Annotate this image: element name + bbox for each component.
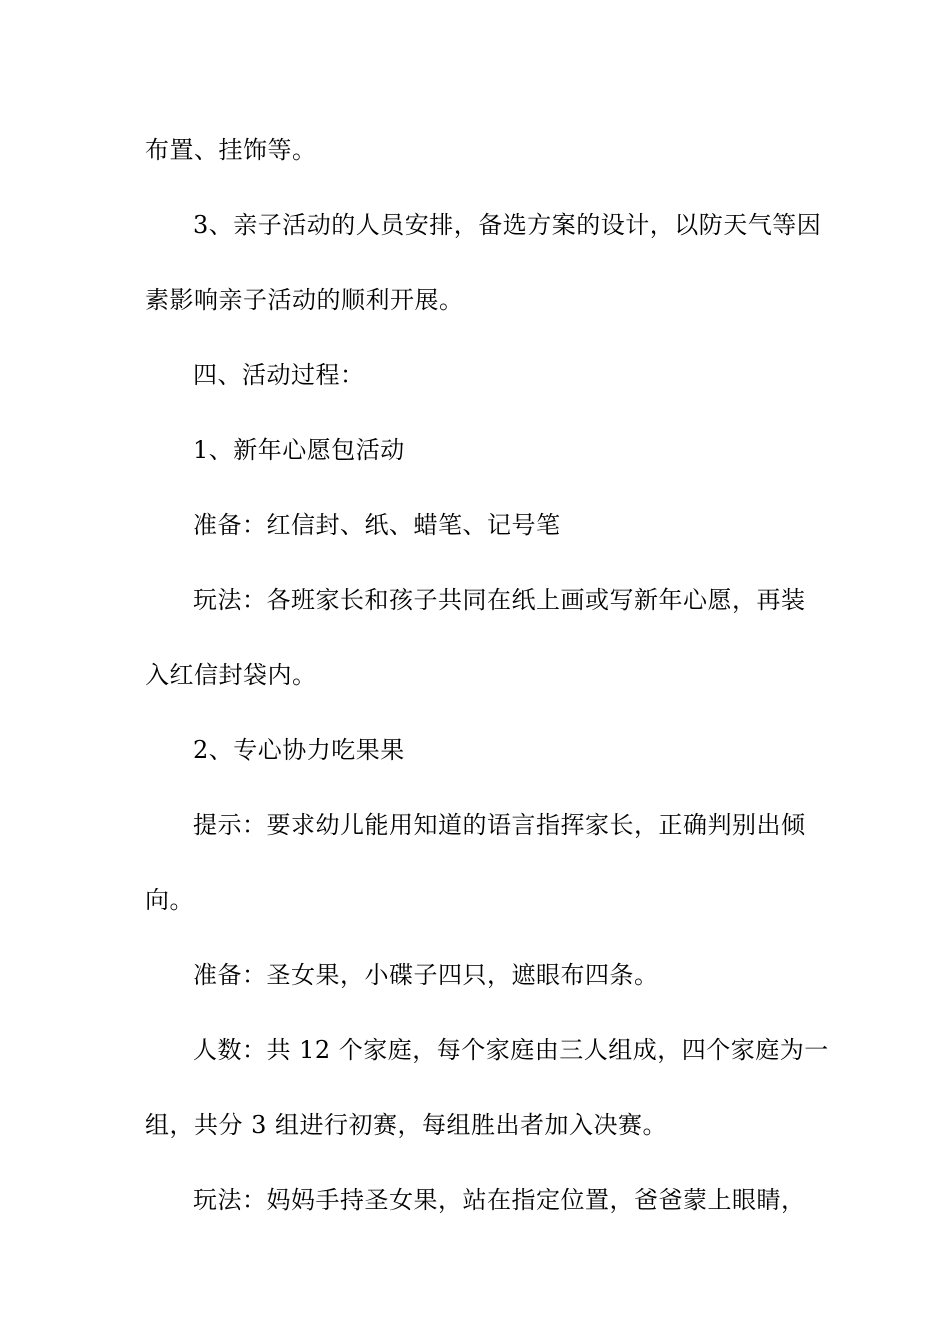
text-line-6: 准备：红信封、纸、蜡笔、记号笔 (193, 511, 561, 539)
text-line-8: 入红信封袋内。 (145, 661, 317, 689)
text-line-10: 提示：要求幼儿能用知道的语言指挥家长，正确判别出倾 (193, 811, 806, 839)
text-line-2: 3、亲子活动的人员安排，备选方案的设计，以防天气等因 (193, 211, 822, 239)
text-line-13: 人数：共 12 个家庭，每个家庭由三人组成，四个家庭为一 (193, 1036, 829, 1064)
text-line-1: 布置、挂饰等。 (145, 136, 317, 164)
text-line-15: 玩法：妈妈手持圣女果，站在指定位置，爸爸蒙上眼睛， (193, 1186, 806, 1214)
text-line-14: 组，共分 3 组进行初赛，每组胜出者加入决赛。 (145, 1111, 668, 1139)
text-line-11: 向。 (145, 886, 194, 914)
text-line-3: 素影响亲子活动的顺利开展。 (145, 286, 464, 314)
text-line-7: 玩法：各班家长和孩子共同在纸上画或写新年心愿，再装 (193, 586, 806, 614)
section-heading: 四、活动过程： (193, 361, 365, 389)
text-line-12: 准备：圣女果，小碟子四只，遮眼布四条。 (193, 961, 659, 989)
activity-1-title: 1、新年心愿包活动 (193, 436, 405, 464)
activity-2-title: 2、专心协力吃果果 (193, 736, 405, 764)
